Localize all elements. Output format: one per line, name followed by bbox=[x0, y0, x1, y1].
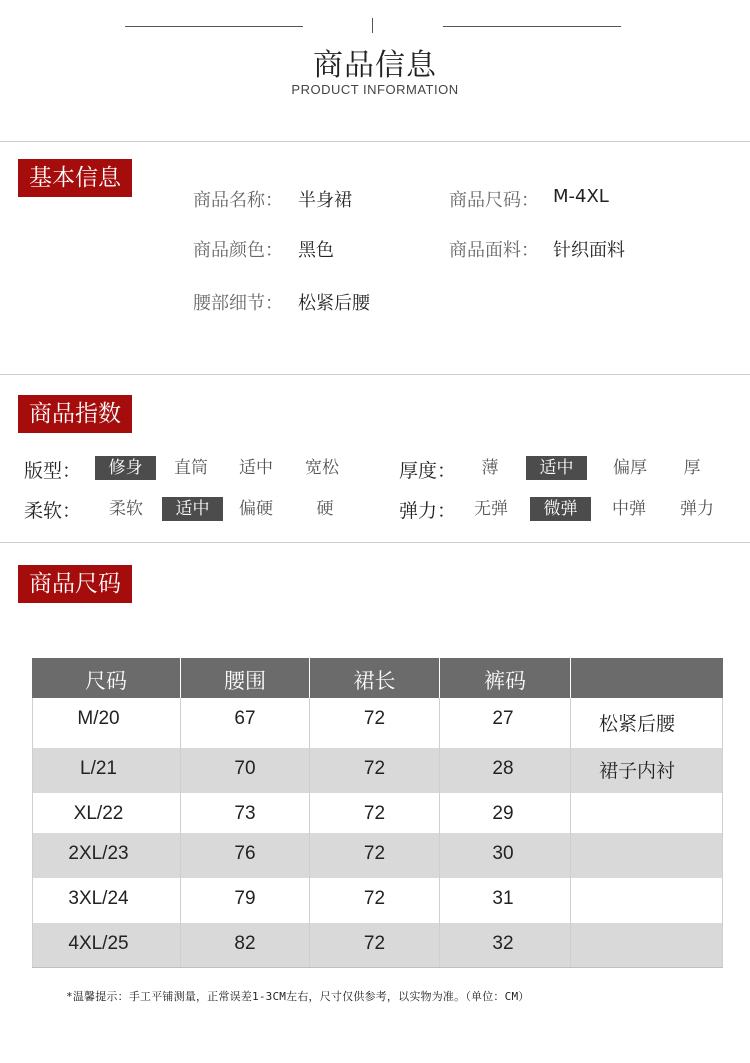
table-cell-size: L/21 bbox=[80, 758, 117, 779]
table-header-pant-size: 裤码 bbox=[484, 669, 526, 693]
table-cell-note: 松紧后腰 bbox=[599, 713, 676, 735]
index-option-thickness-medium: 适中 bbox=[526, 456, 587, 480]
table-header-notes bbox=[571, 658, 723, 698]
index-option-softness-hardish: 偏硬 bbox=[239, 499, 273, 519]
info-label-color: 商品颜色： bbox=[193, 240, 283, 261]
table-cell-size: 2XL/23 bbox=[68, 843, 129, 864]
index-option-elasticity-high: 弹力 bbox=[680, 499, 714, 519]
index-title-thickness: 厚度： bbox=[399, 460, 457, 482]
table-cell-length: 72 bbox=[363, 758, 386, 779]
column-divider bbox=[309, 658, 310, 698]
index-option-thickness-thickish: 偏厚 bbox=[613, 458, 647, 478]
table-cell-size: 4XL/25 bbox=[68, 933, 129, 954]
info-label-fabric: 商品面料： bbox=[449, 240, 539, 261]
basic-info-tag: 基本信息 bbox=[18, 159, 132, 197]
table-cell-pant-size: 29 bbox=[492, 803, 514, 824]
column-divider bbox=[309, 698, 310, 968]
index-option-fit-loose: 宽松 bbox=[305, 458, 339, 478]
table-cell-note bbox=[571, 923, 723, 968]
index-option-elasticity-none: 无弹 bbox=[474, 499, 508, 519]
table-cell-length: 72 bbox=[363, 803, 386, 824]
table-cell-waist: 82 bbox=[234, 933, 256, 954]
table-cell-waist: 79 bbox=[234, 888, 256, 909]
size-tag: 商品尺码 bbox=[18, 565, 132, 603]
divider bbox=[0, 141, 750, 142]
table-cell-waist: 73 bbox=[234, 803, 256, 824]
index-option-fit-slim: 修身 bbox=[95, 456, 156, 480]
table-cell-size: M/20 bbox=[77, 708, 120, 729]
table-header-row bbox=[32, 658, 723, 698]
table-row bbox=[32, 833, 723, 878]
index-title-elasticity: 弹力： bbox=[399, 500, 457, 522]
table-cell-size: XL/22 bbox=[73, 803, 124, 824]
table-cell-length: 72 bbox=[363, 708, 386, 729]
size-table bbox=[32, 658, 723, 968]
table-cell-pant-size: 28 bbox=[492, 758, 514, 779]
column-divider bbox=[570, 658, 571, 698]
page-subtitle: PRODUCT INFORMATION bbox=[291, 82, 459, 97]
table-cell-pant-size: 30 bbox=[492, 843, 514, 864]
info-value-fabric: 针织面料 bbox=[553, 240, 625, 261]
table-row bbox=[32, 878, 723, 923]
table-cell-length: 72 bbox=[363, 933, 386, 954]
info-value-size: M-4XL bbox=[553, 186, 609, 207]
table-cell-pant-size: 31 bbox=[492, 888, 514, 909]
info-label-name: 商品名称： bbox=[193, 190, 283, 211]
page-title: 商品信息 bbox=[313, 48, 437, 83]
footnote: *温馨提示：手工平铺测量，正常误差1-3CM左右，尺寸仅供参考，以实物为准。（单位：CM） bbox=[66, 990, 530, 1003]
table-cell-size: 3XL/24 bbox=[68, 888, 129, 909]
index-option-fit-straight: 直筒 bbox=[174, 458, 208, 478]
table-cell-note bbox=[571, 878, 723, 923]
table-cell-pant-size: 27 bbox=[492, 708, 514, 729]
index-option-thickness-thick: 厚 bbox=[683, 458, 701, 478]
table-header-size: 尺码 bbox=[85, 669, 127, 693]
divider bbox=[0, 542, 750, 543]
index-option-thickness-thin: 薄 bbox=[481, 458, 499, 478]
table-cell-note bbox=[571, 793, 723, 838]
index-option-softness-hard: 硬 bbox=[316, 499, 334, 519]
column-divider bbox=[439, 698, 440, 968]
index-option-softness-medium: 适中 bbox=[162, 497, 223, 521]
divider bbox=[0, 374, 750, 375]
info-value-name: 半身裙 bbox=[298, 190, 352, 211]
table-row bbox=[32, 793, 723, 838]
info-value-waist: 松紧后腰 bbox=[298, 293, 370, 314]
table-cell-length: 72 bbox=[363, 843, 386, 864]
index-title-softness: 柔软： bbox=[24, 500, 82, 522]
column-divider bbox=[439, 658, 440, 698]
table-row bbox=[32, 748, 723, 793]
header-center-tick bbox=[372, 18, 373, 33]
header-right-line bbox=[443, 26, 621, 27]
column-divider bbox=[180, 698, 181, 968]
table-row bbox=[32, 923, 723, 968]
table-cell-pant-size: 32 bbox=[492, 933, 514, 954]
table-header-waist: 腰围 bbox=[224, 669, 266, 693]
info-label-waist: 腰部细节： bbox=[193, 293, 283, 314]
table-border bbox=[32, 698, 33, 968]
table-border bbox=[32, 967, 723, 968]
column-divider bbox=[570, 698, 571, 968]
table-cell-waist: 76 bbox=[234, 843, 256, 864]
index-option-elasticity-slight: 微弹 bbox=[530, 497, 591, 521]
table-row bbox=[32, 698, 723, 743]
index-title-fit: 版型： bbox=[24, 460, 82, 482]
table-cell-waist: 67 bbox=[234, 708, 256, 729]
info-label-size: 商品尺码： bbox=[449, 190, 539, 211]
header-left-line bbox=[125, 26, 303, 27]
table-cell-note bbox=[571, 833, 723, 878]
table-cell-length: 72 bbox=[363, 888, 386, 909]
product-index-tag: 商品指数 bbox=[18, 395, 132, 433]
index-option-fit-medium: 适中 bbox=[239, 458, 273, 478]
table-cell-note: 裙子内衬 bbox=[599, 760, 676, 782]
column-divider bbox=[180, 658, 181, 698]
index-option-softness-soft: 柔软 bbox=[109, 499, 143, 519]
info-value-color: 黑色 bbox=[298, 240, 334, 261]
table-border bbox=[722, 698, 723, 968]
table-header-length: 裙长 bbox=[353, 669, 396, 693]
table-cell-waist: 70 bbox=[234, 758, 256, 779]
index-option-elasticity-medium: 中弹 bbox=[612, 499, 646, 519]
